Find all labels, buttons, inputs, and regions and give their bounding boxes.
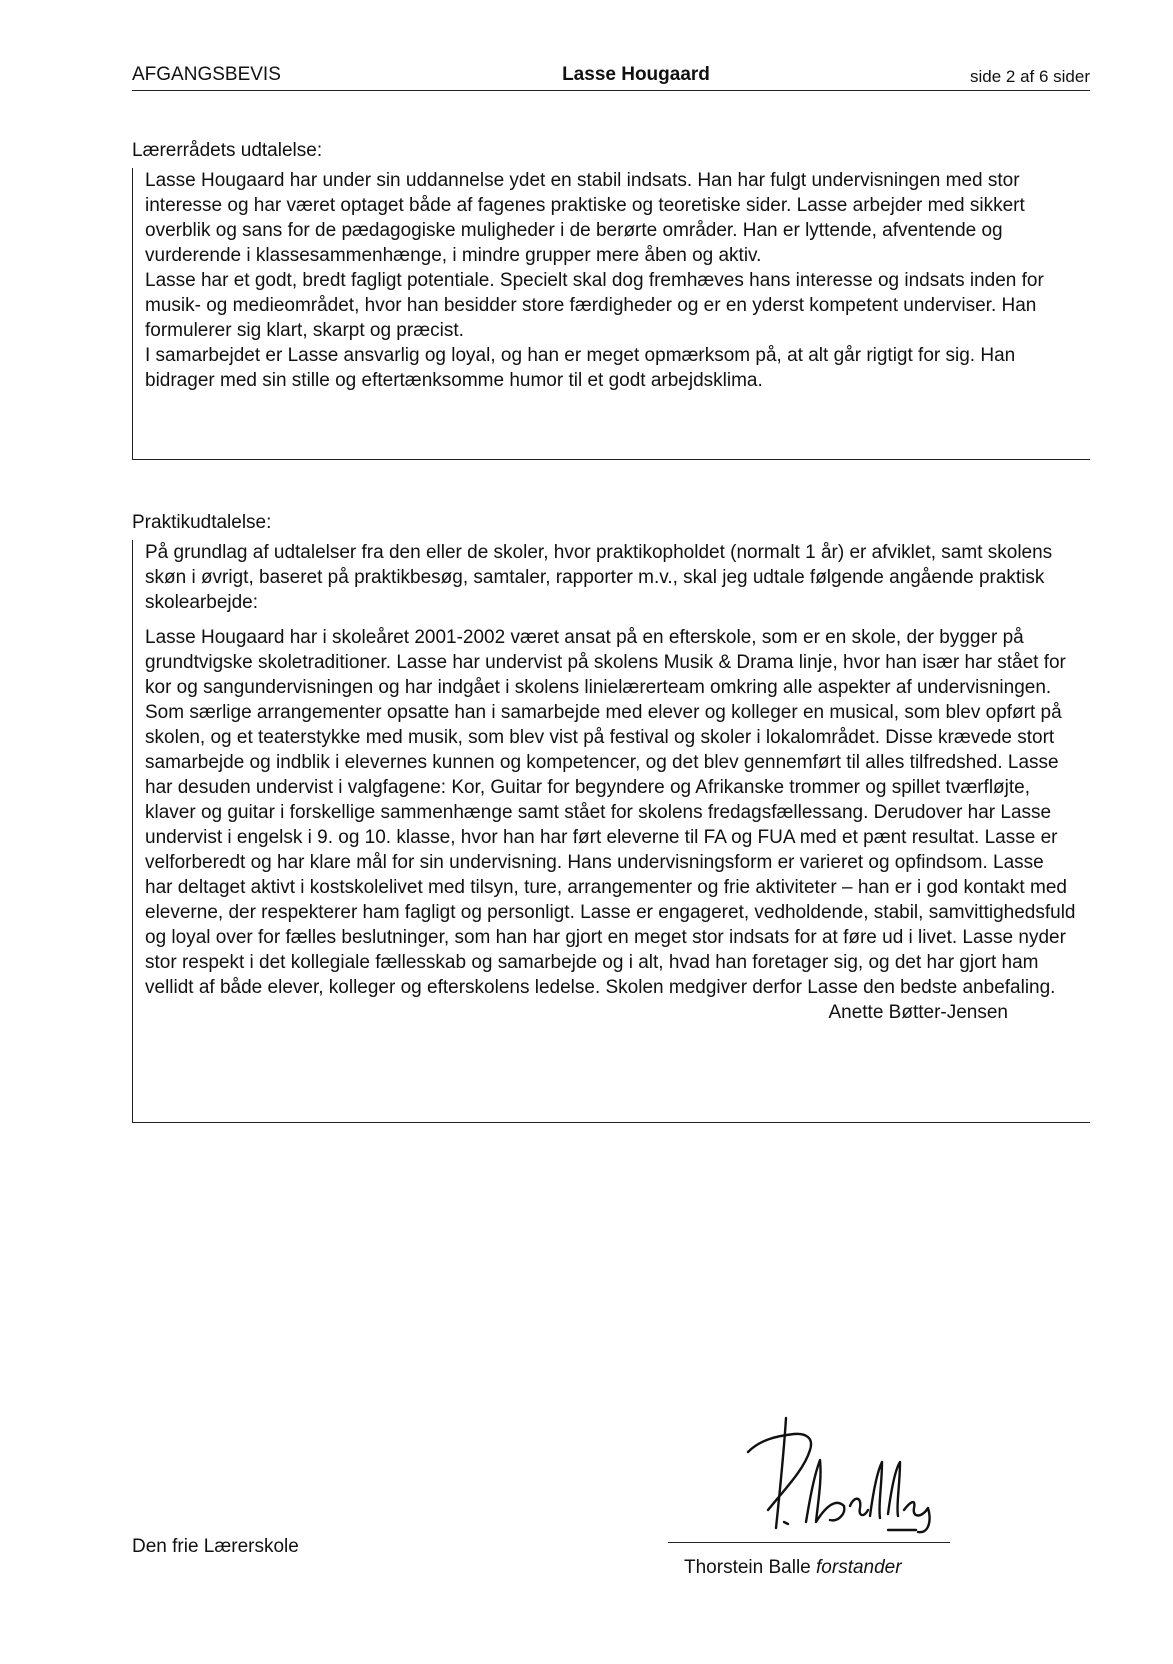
page-header [132, 60, 1090, 91]
signer-role: forstander [816, 1557, 902, 1578]
practice-intro: På grundlag af udtalelser fra den eller de skoler, hvor praktikopholdet (normalt 1 år) er afviklet, samt skolens skøn i øvrigt, baseret på praktikbesøg, samtaler, rapporter m.v., skal jeg udtale følgende angående praktisk skolearbejde: [145, 542, 1053, 613]
statement-paragraph: Lasse har et godt, bredt fagligt potentiale. Specielt skal dog fremhæves hans interesse og indsats inden for musik- og medieområdet, hvor han besidder store færdigheder og er en yderst kompetent underviser. Han formulerer sig klart, skarpt og præcist. [145, 270, 1044, 341]
school-name: Den frie Lærerskole [132, 1536, 299, 1557]
practice-title: Praktikudtalelse: [132, 512, 272, 533]
practice-body: Lasse Hougaard har i skoleåret 2001-2002 været ansat på en efterskole, som er en skole, der bygger på grundtvigske skoletraditioner. Lasse har undervist på skolens Musik & Drama linje, hvor han især har stået for kor og sangundervisningen og har indgået i skolens linielærerteam omkring alle aspekter af undervisningen. Som særlige arrangementer opsatte han i samarbejde med elever og kolleger en musical, som blev opført på skolen, og et teaterstykke med musik, som blev vist på festival og skoler i lokalområdet. Disse krævede stort samarbejde og indblik i elevernes kunnen og kompetencer, og det blev gennemført til alles tilfredshed. Lasse har desuden undervist i valgfagene: Kor, Guitar for begyndere og Afrikanske trommer og spillet tværfløjte, klaver og guitar i forskellige sammenhænge samt stået for skolens fredagsfællessang. Derudover har Lasse undervist i engelsk i 9. og 10. klasse, hvor han har ført eleverne til FA og FUA med et pænt resultat. Lasse er velforberedt og har klare mål for sin undervisning. Hans undervisningsform er varieret og opfindsom. Lasse har deltaget aktivt i kostskolelivet med tilsyn, ture, arrangementer og frie aktiviteter – han er i god kontakt med eleverne, der respekterer ham fagligt og personligt. Lasse er engageret, vedholdende, stabil, samvittighedsfuld og loyal over for fælles beslutninger, som han har gjort en meget stor indsats for at føre ud i livet. Lasse nyder stor respekt i det kollegiale fællesskab og samarbejde og i alt, hvad han foretager sig, og det har gjort ham vellidt af både elever, kolleger og efterskolens ledelse. Skolen medgiver derfor Lasse den bedste anbefaling. [145, 627, 1076, 998]
statement-paragraph: I samarbejdet er Lasse ansvarlig og loyal, og han er meget opmærksom på, at alt går rigtigt for sig. Han bidrager med sin stille og eftertænksomme humor til et godt arbejdsklima. [145, 345, 1016, 391]
signer [684, 1557, 902, 1579]
teacher-council-statement [132, 168, 1090, 460]
teacher-council-title: Lærerrådets udtalelse: [132, 140, 323, 161]
page-number: side 2 af 6 sider [969, 67, 1090, 86]
signature-line [668, 1542, 950, 1543]
practice-statement [132, 540, 1090, 1123]
student-name: Lasse Hougaard [562, 64, 710, 85]
handwritten-signature [740, 1410, 960, 1540]
signer-name: Thorstein Balle [684, 1557, 811, 1578]
statement-paragraph: Lasse Hougaard har under sin uddannelse ydet en stabil indsats. Han har fulgt undervisningen med stor interesse og har været optaget både af fagenes praktiske og teoretiske sider. Lasse arbejder med sikkert overblik og sans for de pædagogiske muligheder i de berørte områder. Han er lyttende, afventende og vurderende i klassesammenhænge, i mindre grupper mere åben og aktiv. [145, 170, 1025, 266]
document-type: AFGANGSBEVIS [132, 64, 281, 85]
practice-signed-by: Anette Bøtter-Jensen [828, 1002, 1008, 1023]
